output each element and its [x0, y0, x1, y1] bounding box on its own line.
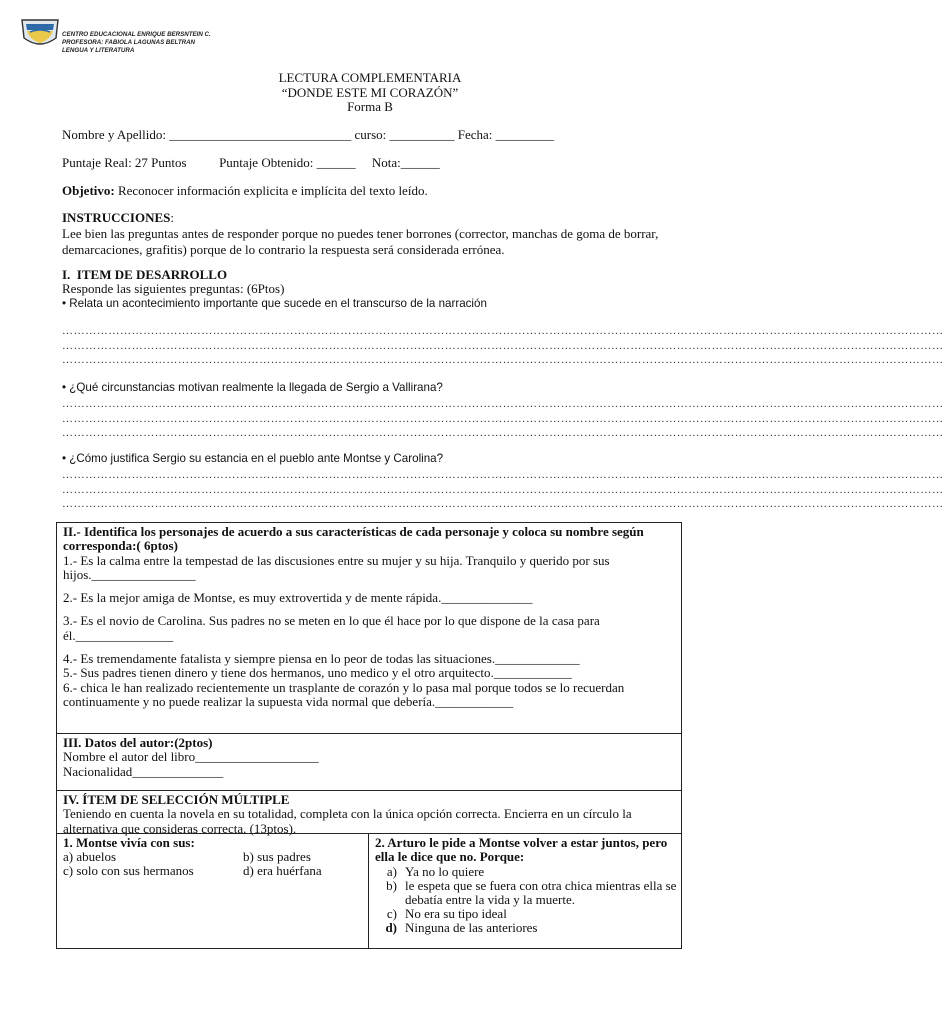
- section-2-title: II.- Identifica los personajes de acuerdo a sus características de cada personaje y coloca su nombre según corresponda:( 6ptos): [63, 524, 644, 554]
- author-name-line: Nombre el autor del libro___________________: [63, 749, 319, 765]
- dotted-line: …………………………………………………………………………………………………………………………………………………………………………………………………………: [62, 398, 944, 410]
- section-1-title: I. ITEM DE DESARROLLO: [62, 267, 228, 282]
- score-line: Puntaje Real: 27 Puntos Puntaje Obtenido: ______ Nota:______: [62, 155, 440, 170]
- dotted-line: …………………………………………………………………………………………………………………………………………………………………………………………………………: [62, 354, 944, 366]
- dotted-line: …………………………………………………………………………………………………………………………………………………………………………………………………………: [62, 483, 944, 496]
- mc-q2-option-a[interactable]: a) Ya no lo quiere: [386, 863, 485, 879]
- character-item-6: 6.- chica le han realizado recientemente un trasplante de corazón y lo pasa mal porque todos se lo recuerdan continuamente y no puede realizar la supuesta vida normal que debería.____________: [63, 679, 625, 709]
- title-line-1: LECTURA COMPLEMENTARIA: [278, 70, 462, 85]
- dotted-line: …………………………………………………………………………………………………………………………………………………………………………………………………………: [62, 325, 944, 337]
- instructions-colon: :: [170, 210, 174, 225]
- answer-lines-1: [62, 324, 944, 368]
- section-3-title: III. Datos del autor:(2ptos): [63, 735, 213, 750]
- teacher-name: PROFESORA: FABIOLA LAGUNAS BELTRAN: [62, 39, 196, 46]
- section-2-box: [56, 522, 682, 734]
- objective-text: Reconocer información explicita e implícita del texto leído.: [114, 183, 428, 198]
- mc-question-1-title: 1. Montse vivía con sus:: [63, 835, 195, 850]
- character-item-5: 5.- Sus padres tienen dinero y tiene dos hermanos, uno medico y el otro arquitecto.____________: [63, 665, 572, 681]
- objective-label: Objetivo:: [62, 183, 115, 198]
- school-header: [62, 31, 211, 55]
- instructions-label: INSTRUCCIONES: [62, 210, 171, 225]
- question-3: • ¿Cómo justifica Sergio su estancia en el pueblo ante Montse y Carolina?: [62, 452, 444, 465]
- dotted-line: …………………………………………………………………………………………………………………………………………………………………………………………………………: [62, 339, 944, 352]
- nationality-line: Nacionalidad______________: [63, 763, 224, 779]
- mc-q1-option-b[interactable]: b) sus padres: [243, 849, 311, 865]
- mc-q2-option-b[interactable]: b) le espeta que se fuera con otra chica mientras ella se debatía entre la vida y la muerte.: [386, 877, 677, 907]
- answer-lines-3: [62, 468, 944, 512]
- dotted-line: …………………………………………………………………………………………………………………………………………………………………………………………………………: [62, 469, 944, 481]
- mc-q1-option-a[interactable]: a) abuelos: [63, 849, 117, 865]
- section-3-box: [56, 733, 682, 791]
- mc-question-2-box: [368, 833, 682, 949]
- answer-lines-2: [62, 397, 944, 441]
- school-name: CENTRO EDUCACIONAL ENRIQUE BERSNTEIN C.: [62, 31, 211, 38]
- document-title: [0, 71, 740, 115]
- mc-q1-option-c[interactable]: c) solo con sus hermanos: [63, 863, 194, 879]
- mc-q2-option-c[interactable]: c) No era su tipo ideal: [386, 905, 507, 921]
- question-1: • Relata un acontecimiento importante que sucede en el transcurso de la narración: [62, 297, 487, 310]
- character-item-3: 3.- Es el novio de Carolina. Sus padres no se meten en lo que él hace por lo que dispone de la casa para él._______________: [63, 613, 600, 643]
- name-course-date-line: Nombre y Apellido: ____________________________ curso: __________ Fecha: _________: [62, 127, 555, 142]
- title-line-2: “DONDE ESTE MI CORAZÓN”: [281, 84, 459, 100]
- character-item-2: 2.- Es la mejor amiga de Montse, es muy extrovertida y de mente rápida.______________: [63, 590, 533, 606]
- school-logo: [20, 16, 60, 48]
- section-4-title: IV. ÍTEM DE SELECCIÓN MÚLTIPLE: [63, 792, 290, 807]
- title-line-3: Forma B: [347, 99, 393, 114]
- mc-question-2-title: 2. Arturo le pide a Montse volver a estar juntos, pero ella le dice que no. Porque:: [375, 835, 668, 865]
- dotted-line: …………………………………………………………………………………………………………………………………………………………………………………………………………: [62, 412, 944, 425]
- subject-name: LENGUA Y LITERATURA: [62, 47, 135, 54]
- mc-question-1-box: [56, 833, 369, 949]
- character-item-4: 4.- Es tremendamente fatalista y siempre piensa en lo peor de todas las situaciones._____________: [63, 651, 580, 667]
- instructions: [62, 210, 672, 258]
- question-2: • ¿Qué circunstancias motivan realmente la llegada de Sergio a Vallirana?: [62, 381, 443, 394]
- dotted-line: …………………………………………………………………………………………………………………………………………………………………………………………………………: [62, 498, 944, 510]
- mc-q1-option-d[interactable]: d) era huérfana: [243, 863, 322, 879]
- character-item-1: 1.- Es la calma entre la tempestad de las discusiones entre su mujer y su hija. Tranquilo y querido por sus hijos.________________: [63, 552, 610, 582]
- section-4-box: [56, 790, 682, 834]
- mc-q2-option-d[interactable]: d) Ninguna de las anteriores: [385, 919, 538, 935]
- dotted-line: …………………………………………………………………………………………………………………………………………………………………………………………………………: [62, 427, 944, 439]
- section-4-instructions: Teniendo en cuenta la novela en su totalidad, completa con la única opción correcta. Encierra en un círculo la alternativa que consideras correcta. (13ptos).: [63, 806, 632, 836]
- mc-q2-options: [375, 865, 677, 935]
- section-1-subtitle: Responde las siguientes preguntas: (6Ptos): [62, 281, 285, 296]
- instructions-text: Lee bien las preguntas antes de responder porque no puedes tener borrones (corrector, manchas de goma de borrar, demarcaciones, grafitis) porque de lo contrario la respuesta será considerada errónea.: [62, 226, 659, 257]
- objective: [62, 183, 672, 199]
